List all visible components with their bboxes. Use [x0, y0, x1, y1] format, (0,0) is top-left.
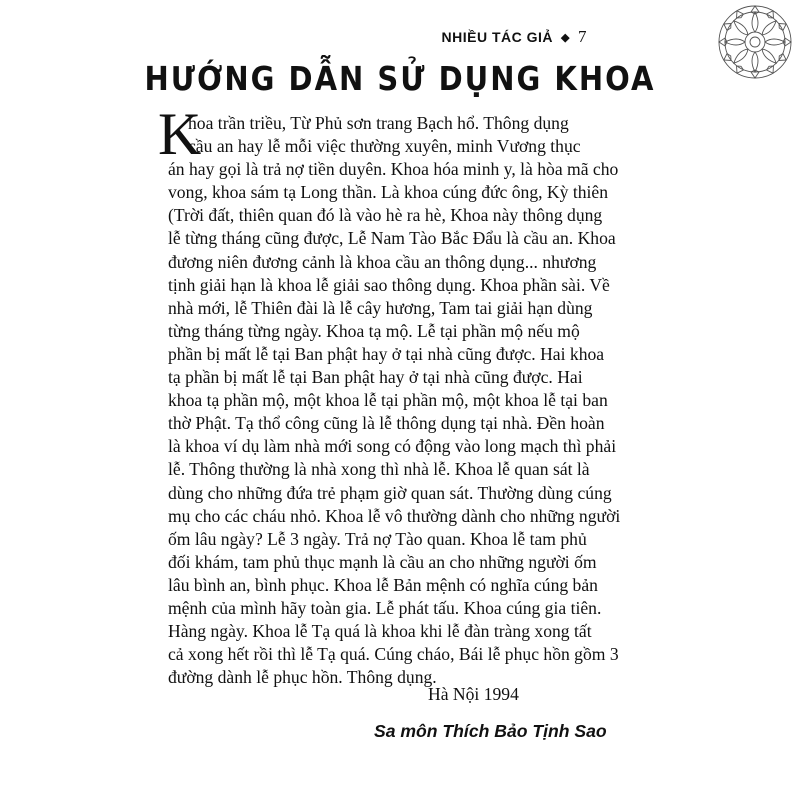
running-header: [442, 27, 587, 47]
body-paragraph: [168, 112, 648, 689]
body-line: ốm lâu ngày? Lễ 3 ngày. Trả nợ Tào quan. Khoa lễ tam phủ: [168, 528, 587, 549]
body-line: án hay gọi là trả nợ tiền duyên. Khoa hóa minh y, là hòa mã cho: [168, 159, 619, 180]
body-line: thờ Phật. Tạ thổ công cũng là lễ thông dụng tại nhà. Đền hoàn: [168, 413, 605, 434]
body-line: mệnh của mình hãy toàn gia. Lễ phát tấu. Khoa cúng gia tiên.: [168, 597, 602, 618]
body-line: tạ phần bị mất lễ tại Ban phật hay ở tại nhà cũng được. Hai: [168, 367, 583, 388]
body-line: tịnh giải hạn là khoa lễ giải sao thông dụng. Khoa phần sài. Về: [168, 274, 610, 295]
body-line: hoa trần triều, Từ Phủ sơn trang Bạch hổ. Thông dụng: [188, 113, 569, 133]
body-line: cầu an hay lễ mỗi việc thường xuyên, minh Vương thục: [188, 136, 581, 157]
body-line: Hàng ngày. Khoa lễ Tạ quá là khoa khi lễ đàn tràng xong tất: [168, 621, 592, 642]
body-line: nhà mới, lễ Thiên đài là lễ cây hương, Tam tai giải hạn dùng: [168, 297, 593, 318]
body-line: lâu bình an, bình phục. Khoa lễ Bản mệnh có nghĩa cúng bản: [168, 574, 598, 595]
body-line: vong, khoa sám tạ Long thần. Là khoa cúng đức ông, Kỳ thiên: [168, 182, 608, 203]
body-line: (Trời đất, thiên quan đó là vào hè ra hè, Khoa này thông dụng: [168, 205, 603, 226]
author-signature: Sa môn Thích Bảo Tịnh Sao: [374, 721, 607, 741]
body-line: cả xong hết rồi thì lễ Tạ quá. Cúng cháo, Bái lễ phục hồn gồm 3: [168, 644, 619, 665]
body-line: đối khám, tam phủ thục mạnh là cầu an cho những người ốm: [168, 551, 597, 572]
running-title: NHIỀU TÁC GIẢ: [441, 29, 554, 45]
body-line: là khoa ví dụ làm nhà mới song có động vào long mạch thì phải: [168, 436, 617, 457]
body-line: mụ cho các cháu nhỏ. Khoa lễ vô thường dành cho những người: [168, 505, 621, 526]
chapter-title: HƯỚNG DẪN SỬ DỤNG KHOA: [144, 59, 656, 99]
body-line: đường dành lễ phục hồn. Thông dụng.: [168, 667, 437, 688]
page-number: 7: [578, 27, 587, 46]
date-line: Hà Nội 1994: [428, 684, 519, 704]
body-line: đương niên đương cảnh là khoa cầu an thông dụng... nhương: [168, 251, 597, 272]
body-line: lễ từng tháng cũng được, Lễ Nam Tào Bắc Đẩu là cầu an. Khoa: [168, 228, 616, 249]
drop-cap: K: [158, 101, 202, 167]
body-line: khoa tạ phần mộ, một khoa lễ tại phần mộ, một khoa lễ tại ban: [168, 390, 608, 411]
body-line: dùng cho những đứa trẻ phạm giờ quan sát. Thường dùng cúng: [168, 482, 612, 503]
body-line: phần bị mất lễ tại Ban phật hay ở tại nhà cũng được. Hai khoa: [168, 343, 605, 364]
body-line: từng tháng từng ngày. Khoa tạ mộ. Lễ tại phần mộ nếu mộ: [168, 320, 580, 341]
diamond-separator-icon: ◆: [561, 31, 570, 44]
body-line: lễ. Thông thường là nhà xong thì nhà lễ. Khoa lễ quan sát là: [168, 459, 590, 480]
